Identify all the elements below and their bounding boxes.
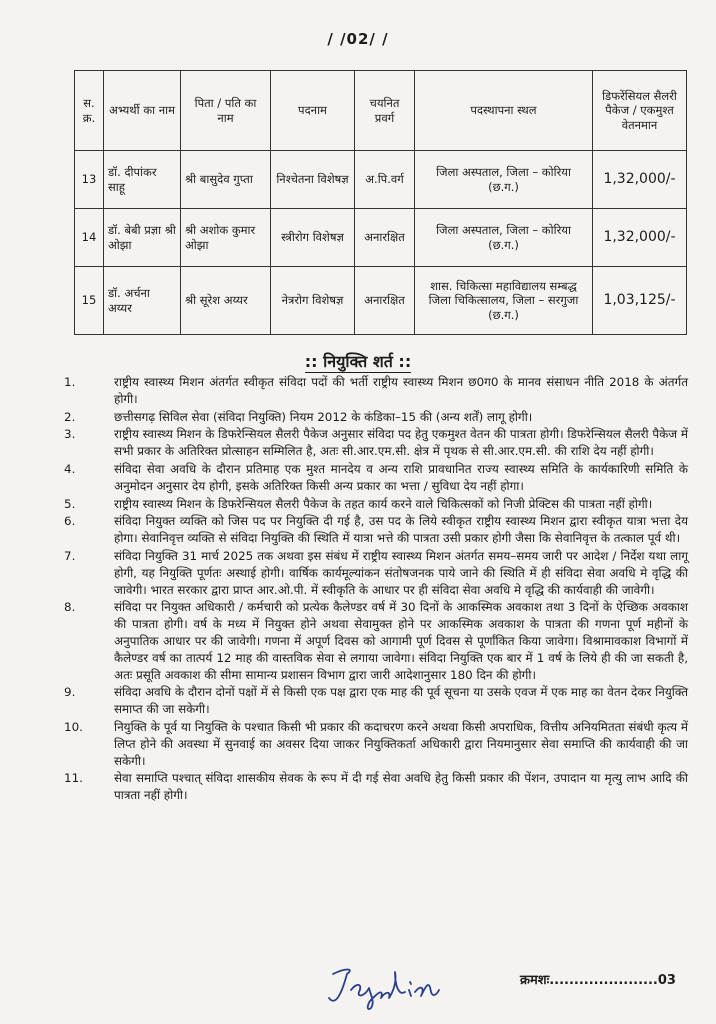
row-father-name: श्री अशोक कुमार ओझा bbox=[181, 209, 271, 267]
condition-text: संविदा नियुक्त व्यक्ति को जिस पद पर नियुक्ति दी गई है, उस पद के लिये स्वीकृत राष्ट्रीय स्वास्थ्य मिशन द्वारा स्वीकृत यात्रा भत्ता देय होगा। सेवानिवृत्त व्यक्ति से संविदा नियुक्ति की स्थिति में यात्रा भत्ते की पात्रता उसी प्रकार होगी जैसा कि सेवानिवृत्त के तत्काल पूर्व थी। bbox=[114, 514, 688, 546]
condition-number: 5. bbox=[64, 496, 76, 511]
condition-number: 7. bbox=[64, 548, 76, 563]
signature bbox=[325, 962, 440, 1012]
condition-item bbox=[64, 426, 688, 460]
row-posting-place: जिला अस्पताल, जिला – कोरिया (छ.ग.) bbox=[415, 151, 593, 209]
conditions-heading-text: :: नियुक्ति शर्त :: bbox=[304, 352, 412, 371]
row-sno: 13 bbox=[75, 151, 104, 209]
page-number: / /02/ / bbox=[327, 30, 389, 48]
row-candidate-name: डॉ. दीपांकर साहू bbox=[104, 151, 181, 209]
row-salary: 1,32,000/- bbox=[593, 151, 687, 209]
condition-item bbox=[64, 409, 688, 426]
header-salary: डिफरेंसियल सैलरी पैकेज / एकमुश्त वेतनमान bbox=[593, 71, 687, 151]
header-category: चयनित प्रवर्ग bbox=[355, 71, 415, 151]
header-sno: स. क्र. bbox=[75, 71, 104, 151]
row-sno: 15 bbox=[75, 267, 104, 335]
condition-number: 8. bbox=[64, 600, 76, 615]
row-salary: 1,03,125/- bbox=[593, 267, 687, 335]
condition-text: संविदा पर नियुक्त अधिकारी / कर्मचारी को प्रत्येक कैलेण्डर वर्ष में 30 दिनों के आकस्मिक अवकाश तथा 3 दिनों के ऐच्छिक अवकाश की पात्रता होगी। वर्ष के मध्य में नियुक्त होने अथवा सेवामुक्त होने पर आकस्मिक अवकाश के पात्रता की गणना पूर्ण महीनों के अनुपातिक आधार पर की जावेगी। गणना में अपूर्ण दिवस को आगामी पूर्ण दिवस से पूर्णांकित किया जावेगा। विश्रामावकाश विभागों में कैलेण्डर वर्ष का तात्पर्य 12 माह की वास्तविक सेवा से लगाया जावेगा। संविदा नियुक्ति एक बार में 1 वर्ष के लिये ही की जा सकती है, अतः प्रसूति अवकाश की सीमा सामान्य प्रशासन विभाग द्वारा जारी आदेशानुसार 180 दिन की होगी। bbox=[114, 600, 688, 682]
row-candidate-name: डॉ. बेबी प्रज्ञा श्री ओझा bbox=[104, 209, 181, 267]
row-category: अनारक्षित bbox=[355, 209, 415, 267]
condition-text: संविदा सेवा अवधि के दौरान प्रतिमाह एक मुश्त मानदेय व अन्य राशि प्रावधानित राज्य स्वास्थ्य समिति के कार्यकारिणी समिति के अनुमोदन अनुसार देय होगी, इसके अतिरिक्त किसी अन्य प्रकार का भत्ता / सुविधा देय नहीं होगा। bbox=[114, 461, 688, 493]
conditions-list bbox=[64, 374, 688, 805]
condition-text: छत्तीसगढ़ सिविल सेवा (संविदा नियुक्ति) नियम 2012 के कंडिका–15 की (अन्य शर्तें) लागू होगी। bbox=[114, 409, 533, 424]
condition-text: संविदा नियुक्ति 31 मार्च 2025 तक अथवा इस संबंध में राष्ट्रीय स्वास्थ्य मिशन अंतर्गत समय–समय जारी पर आदेश / निर्देश यथा लागू होगी, यह नियुक्ति पूर्णतः अस्थाई होगी। वार्षिक कार्यमूल्यांकन संतोषजनक पाये जाने की स्थिति में ही संविदा सेवा अवधि मे वृद्धि की जावेगी। भारत सरकार द्वारा प्राप्त आर.ओ.पी. में स्वीकृति के आधार पर ही संविदा सेवा अवधि मे वृद्धि की कार्यवाही की जावेगी। bbox=[114, 548, 688, 597]
table-header-row bbox=[75, 71, 687, 151]
condition-item bbox=[64, 548, 688, 598]
row-posting-place: जिला अस्पताल, जिला – कोरिया (छ.ग.) bbox=[415, 209, 593, 267]
condition-number: 6. bbox=[64, 514, 76, 529]
condition-number: 10. bbox=[64, 719, 83, 734]
conditions-heading bbox=[0, 350, 716, 372]
condition-number: 2. bbox=[64, 409, 76, 424]
condition-item bbox=[64, 684, 688, 718]
condition-text: राष्ट्रीय स्वास्थ्य मिशन के डिफरेन्सियल सैलरी पैकेज अनुसार संविदा पद हेतु एकमुश्त वेतन की पात्रता होगी। डिफरेन्सियल सैलरी पैकेज में सभी प्रकार के अतिरिक्त प्रोत्साहन सम्मिलित है, अतः सी.आर.एम.सी. क्षेत्र में पृथक से सी.आर.एम.सी. की राशि देय नहीं होगी। bbox=[114, 427, 688, 459]
row-sno: 14 bbox=[75, 209, 104, 267]
row-father-name: श्री सूरेश अय्यर bbox=[181, 267, 271, 335]
row-category: अनारक्षित bbox=[355, 267, 415, 335]
condition-item bbox=[64, 374, 688, 408]
condition-number: 3. bbox=[64, 427, 76, 442]
condition-item bbox=[64, 513, 688, 547]
row-candidate-name: डॉ. अर्चना अय्यर bbox=[104, 267, 181, 335]
header-post: पदनाम bbox=[271, 71, 355, 151]
header-candidate-name: अभ्यर्थी का नाम bbox=[104, 71, 181, 151]
condition-number: 11. bbox=[64, 771, 83, 786]
table-row bbox=[75, 151, 687, 209]
condition-text: राष्ट्रीय स्वास्थ्य मिशन अंतर्गत स्वीकृत संविदा पदों की भर्ती राष्ट्रीय स्वास्थ्य मिशन छ0ग0 के मानव संसाधन नीति 2018 के अंतर्गत होगी। bbox=[114, 375, 688, 406]
condition-text: सेवा समाप्ति पश्चात् संविदा शासकीय सेवक के रूप में दी गई सेवा अवधि हेतु किसी प्रकार की पेंशन, उपादान या मृत्यु लाभ आदि की पात्रता नहीं होगी। bbox=[114, 771, 688, 803]
condition-number: 4. bbox=[64, 461, 76, 476]
header-father-husband-name: पिता / पति का नाम bbox=[181, 71, 271, 151]
row-post: नेत्ररोग विशेषज्ञ bbox=[271, 267, 355, 335]
row-post: निश्चेतना विशेषज्ञ bbox=[271, 151, 355, 209]
table-row bbox=[75, 267, 687, 335]
condition-text: नियुक्ति के पूर्व या नियुक्ति के पश्चात किसी भी प्रकार की कदाचरण करने अथवा किसी अपराधिक, वित्तीय अनियमितता संबंधी कृत्य में लिप्त होने की अवस्था में सुनवाई का अवसर दिया जाकर नियुक्तिकर्ता अधिकारी द्वारा नियमानुसार सेवा समाप्ति की कार्यवाही की जा सकेगी। bbox=[114, 719, 688, 768]
row-salary: 1,32,000/- bbox=[593, 209, 687, 267]
row-post: स्त्रीरोग विशेषज्ञ bbox=[271, 209, 355, 267]
continued-marker: क्रमशः......................03 bbox=[520, 973, 676, 988]
condition-item bbox=[64, 461, 688, 495]
row-father-name: श्री बासुदेव गुप्ता bbox=[181, 151, 271, 209]
condition-number: 1. bbox=[64, 375, 76, 389]
condition-item bbox=[64, 719, 688, 769]
condition-item bbox=[64, 770, 688, 804]
table-row bbox=[75, 209, 687, 267]
condition-text: संविदा अवधि के दौरान दोनों पक्षों में से किसी एक पक्ष द्वारा एक माह की पूर्व सूचना या उसके एवज में एक माह का वेतन देकर नियुक्ति समाप्त की जा सकेगी। bbox=[114, 685, 688, 717]
row-category: अ.पि.वर्ग bbox=[355, 151, 415, 209]
appointment-table bbox=[74, 70, 687, 335]
condition-item bbox=[64, 496, 688, 513]
header-posting-place: पदस्थापना स्थल bbox=[415, 71, 593, 151]
condition-text: राष्ट्रीय स्वास्थ्य मिशन के डिफरेन्सियल सैलरी पैकेज के तहत कार्य करने वाले चिकित्सकों को निजी प्रेक्टिस की पात्रता नहीं होगी। bbox=[114, 496, 653, 511]
row-posting-place: शास. चिकित्सा महाविद्यालय सम्बद्ध जिला चिकित्सालय, जिला – सरगुजा (छ.ग.) bbox=[415, 267, 593, 335]
condition-item bbox=[64, 599, 688, 683]
condition-number: 9. bbox=[64, 685, 76, 700]
